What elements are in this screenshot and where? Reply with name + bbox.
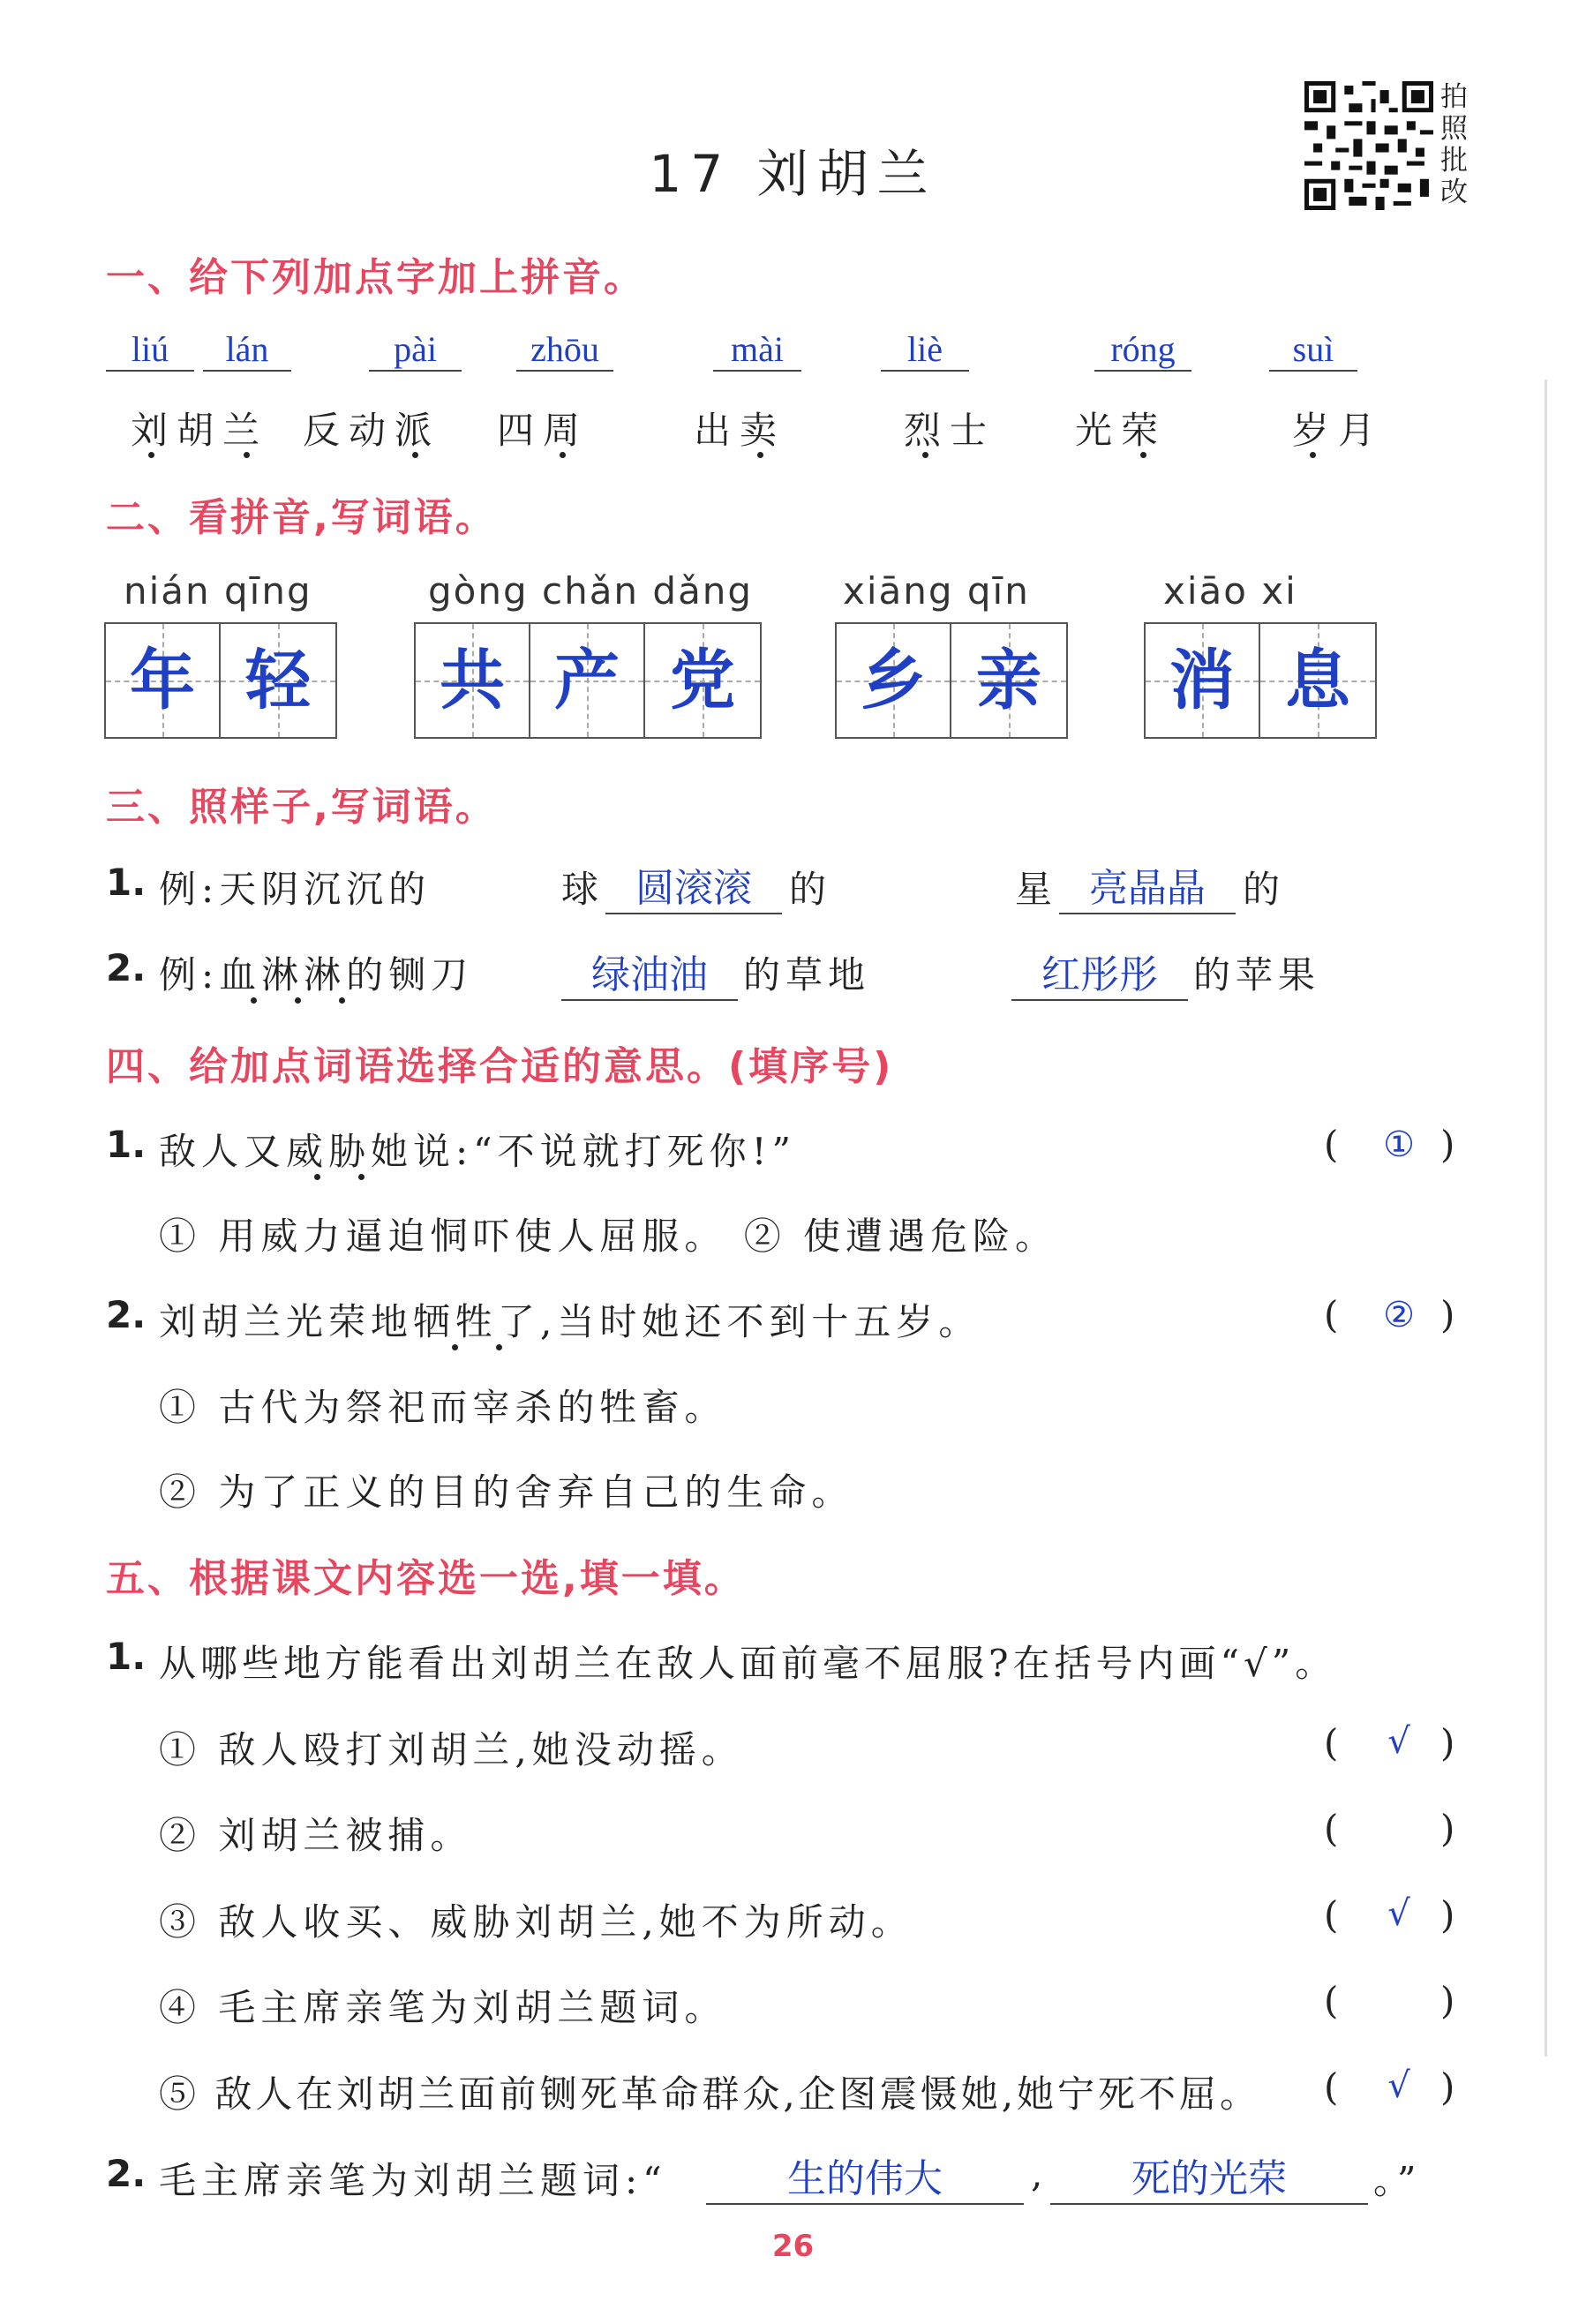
answer-paren-close: ) <box>1440 2065 1455 2109</box>
pinyin-answer: pài <box>369 328 462 372</box>
prompt-text: 的苹果 <box>1193 953 1321 997</box>
emphasis-dot <box>358 1174 365 1180</box>
emphasis-dot <box>452 1344 458 1350</box>
answer-blank: 绿油油 <box>561 943 738 1001</box>
section-5-heading: 五、根据课文内容选一选,填一填。 <box>106 1556 746 1601</box>
answer-paren-close: ) <box>1440 1893 1455 1937</box>
question-number: 1. <box>106 1123 147 1166</box>
word: 刘胡兰 <box>131 409 269 452</box>
word: 岁月 <box>1292 409 1385 452</box>
option-text: ② 为了正义的目的舍弃自己的生命。 <box>159 1470 854 1514</box>
example-text: 例:血淋淋的铡刀 <box>159 953 474 997</box>
grid-character: 共 <box>440 643 505 718</box>
answer-blank: 生的伟大 <box>706 2147 1024 2205</box>
emphasis-dot <box>496 1344 502 1350</box>
answer-paren-open: ( <box>1324 1807 1339 1850</box>
pinyin-answer: lán <box>203 328 291 372</box>
emphasis-dot <box>339 997 345 1004</box>
answer-blank: 红彤彤 <box>1011 943 1188 1001</box>
answer-paren-close: ) <box>1440 1979 1455 2022</box>
qr-code-icon[interactable] <box>1304 81 1433 210</box>
question-number: 2. <box>106 1293 147 1336</box>
word: 烈士 <box>904 409 996 452</box>
answer-mark: ① <box>1383 1124 1415 1165</box>
grid-character: 党 <box>670 643 735 718</box>
answer-paren-close: ) <box>1440 1721 1455 1764</box>
emphasis-dot <box>295 997 301 1004</box>
answer-paren-close: ) <box>1440 1293 1455 1336</box>
answer-blank: 亮晶晶 <box>1059 856 1236 914</box>
section-1-heading: 一、给下列加点字加上拼音。 <box>106 255 645 300</box>
word: 出卖 <box>694 409 786 452</box>
prompt-text: 的草地 <box>743 953 871 997</box>
answer-paren-open: ( <box>1324 1721 1339 1764</box>
word: 光荣 <box>1075 409 1168 452</box>
answer-paren-open: ( <box>1324 1123 1339 1166</box>
grid-character: 亲 <box>976 643 1041 718</box>
answer-paren-close: ) <box>1440 1807 1455 1850</box>
prompt-text: 的 <box>789 868 832 911</box>
word: 反动派 <box>303 409 441 452</box>
pinyin-prompt: nián qīng <box>124 569 312 613</box>
answer-paren-open: ( <box>1324 1979 1339 2022</box>
question-text: 敌人又威胁她说:“不说就打死你!” <box>159 1130 796 1173</box>
option-text: ③ 敌人收买、威胁刘胡兰,她不为所动。 <box>159 1900 913 1944</box>
answer-paren-close: ) <box>1440 1123 1455 1166</box>
punctuation: 。” <box>1373 2159 1422 2202</box>
answer-paren-open: ( <box>1324 1893 1339 1937</box>
options-text: ① 用威力逼迫恫吓使人屈服。 ② 使遭遇危险。 <box>159 1215 1058 1258</box>
emphasis-dot <box>1310 452 1316 458</box>
question-text: 从哪些地方能看出刘胡兰在敌人面前毫不屈服?在括号内画“√”。 <box>159 1642 1337 1685</box>
grid-character: 消 <box>1169 643 1235 718</box>
option-text: ④ 毛主席亲笔为刘胡兰题词。 <box>159 1986 727 2029</box>
answer-paren-open: ( <box>1324 2065 1339 2109</box>
qr-label: 拍照批改 <box>1440 81 1468 208</box>
page-edge <box>1545 380 1547 2057</box>
answer-blank: 圆滚滚 <box>605 856 782 914</box>
emphasis-dot <box>757 452 763 458</box>
answer-paren-open: ( <box>1324 1293 1339 1336</box>
check-mark: √ <box>1387 2065 1410 2106</box>
question-number: 1. <box>106 1635 147 1678</box>
writing-grid <box>104 622 337 739</box>
emphasis-dot <box>314 1174 320 1180</box>
writing-grid <box>1144 622 1377 739</box>
option-text: ① 古代为祭祀而宰杀的牲畜。 <box>159 1386 727 1429</box>
pinyin-answer: liè <box>881 328 969 372</box>
prompt-text: 星 <box>1015 868 1058 911</box>
emphasis-dot <box>922 452 928 458</box>
question-text: 刘胡兰光荣地牺牲了,当时她还不到十五岁。 <box>159 1300 981 1343</box>
pinyin-answer: zhōu <box>516 328 613 372</box>
question-number: 2. <box>106 946 147 989</box>
section-2-heading: 二、看拼音,写词语。 <box>106 495 497 540</box>
pinyin-prompt: xiāng qīn <box>843 569 1030 613</box>
pinyin-answer: mài <box>713 328 801 372</box>
grid-character: 产 <box>554 643 620 718</box>
grid-character: 年 <box>130 643 195 718</box>
option-text: ② 刘胡兰被捕。 <box>159 1814 473 1857</box>
emphasis-dot <box>251 997 257 1004</box>
pinyin-answer: suì <box>1269 328 1357 372</box>
prompt-text: 球 <box>561 868 605 911</box>
emphasis-dot <box>560 452 566 458</box>
answer-mark: ② <box>1383 1295 1415 1335</box>
pinyin-prompt: xiāo xi <box>1163 569 1297 613</box>
check-mark: √ <box>1387 1721 1410 1762</box>
pinyin-prompt: gòng chǎn dǎng <box>428 569 754 613</box>
word: 四周 <box>497 409 590 452</box>
emphasis-dot <box>412 452 418 458</box>
grid-character: 轻 <box>245 643 311 718</box>
emphasis-dot <box>148 452 154 458</box>
example-text: 例:天阴沉沉的 <box>159 868 432 911</box>
writing-grid <box>414 622 762 739</box>
option-text: ⑤ 敌人在刘胡兰面前铡死革命群众,企图震慑她,她宁死不屈。 <box>159 2072 1261 2116</box>
punctuation: , <box>1031 2152 1049 2195</box>
pinyin-answer: liú <box>106 328 194 372</box>
grid-character: 乡 <box>861 643 926 718</box>
emphasis-dot <box>244 452 250 458</box>
question-number: 1. <box>106 861 147 904</box>
writing-grid <box>835 622 1068 739</box>
section-3-heading: 三、照样子,写词语。 <box>106 785 497 830</box>
answer-blank: 死的光荣 <box>1050 2147 1368 2205</box>
prompt-text: 的 <box>1243 868 1286 911</box>
question-text: 毛主席亲笔为刘胡兰题词:“ <box>159 2159 667 2202</box>
pinyin-answer: róng <box>1094 328 1191 372</box>
check-mark: √ <box>1387 1893 1410 1934</box>
section-4-heading: 四、给加点词语选择合适的意思。(填序号) <box>106 1044 894 1089</box>
grid-character: 息 <box>1285 643 1350 718</box>
question-number: 2. <box>106 2152 147 2195</box>
page-title: 17 刘胡兰 <box>649 144 937 204</box>
option-text: ① 敌人殴打刘胡兰,她没动摇。 <box>159 1728 744 1771</box>
emphasis-dot <box>1140 452 1146 458</box>
page-number: 26 <box>771 2229 815 2264</box>
